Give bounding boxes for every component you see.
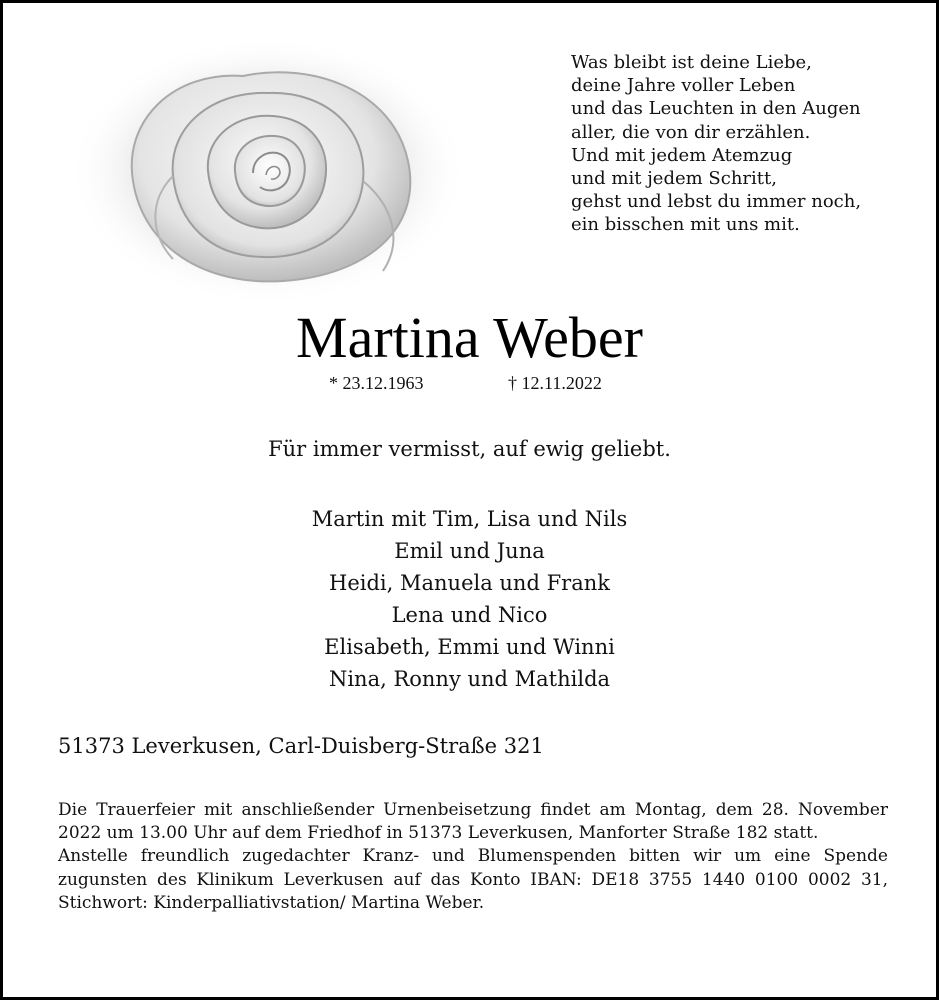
poem-line: gehst und lebst du immer noch, [571,191,862,213]
rose-image [63,31,483,311]
poem [571,51,911,237]
mourner-line: Emil und Juna [394,539,545,563]
birth-date: * 23.12.1963 [329,373,424,393]
poem-line: deine Jahre voller Leben [571,75,796,97]
poem-line: und das Leuchten in den Augen [571,98,861,120]
address: 51373 Leverkusen, Carl-Duisberg-Straße 321 [58,734,544,758]
death-date: † 12.11.2022 [508,373,602,393]
mourner-line: Heidi, Manuela und Frank [329,571,610,595]
mourner-line: Elisabeth, Emmi und Winni [324,635,615,659]
deceased-name: Martina Weber [296,305,643,370]
poem-line: aller, die von dir erzählen. [571,121,811,143]
mourners-list [3,503,936,695]
motto: Für immer vermisst, auf ewig geliebt. [268,437,671,461]
mourner-line: Nina, Ronny und Mathilda [328,667,611,691]
mourner-line: Martin mit Tim, Lisa und Nils [311,507,628,531]
poem-line: Was bleibt ist deine Liebe, [571,52,812,73]
poem-line: ein bisschen mit uns mit. [571,214,800,236]
funeral-notice [58,799,888,915]
poem-line: und mit jedem Schritt, [571,168,777,190]
mourner-line: Lena und Nico [391,603,548,627]
poem-line: Und mit jedem Atemzug [571,144,793,166]
ceremony-paragraph: Die Trauerfeier mit anschließender Urnenbeisetzung findet am Montag, dem 28. November 2022 um 13.00 Uhr auf dem Friedhof in 51373 Leverkusen, Manforter Straße 182 statt. [58,800,888,844]
donation-paragraph: Anstelle freundlich zugedachter Kranz- und Blumenspenden bitten wir um eine Spende zugunsten des Klinikum Leverkusen auf das Konto IBAN: DE18 3755 1440 0100 0002 31, Stichwort: Kinderpalliativstation/ Martina Weber. [58,846,888,913]
